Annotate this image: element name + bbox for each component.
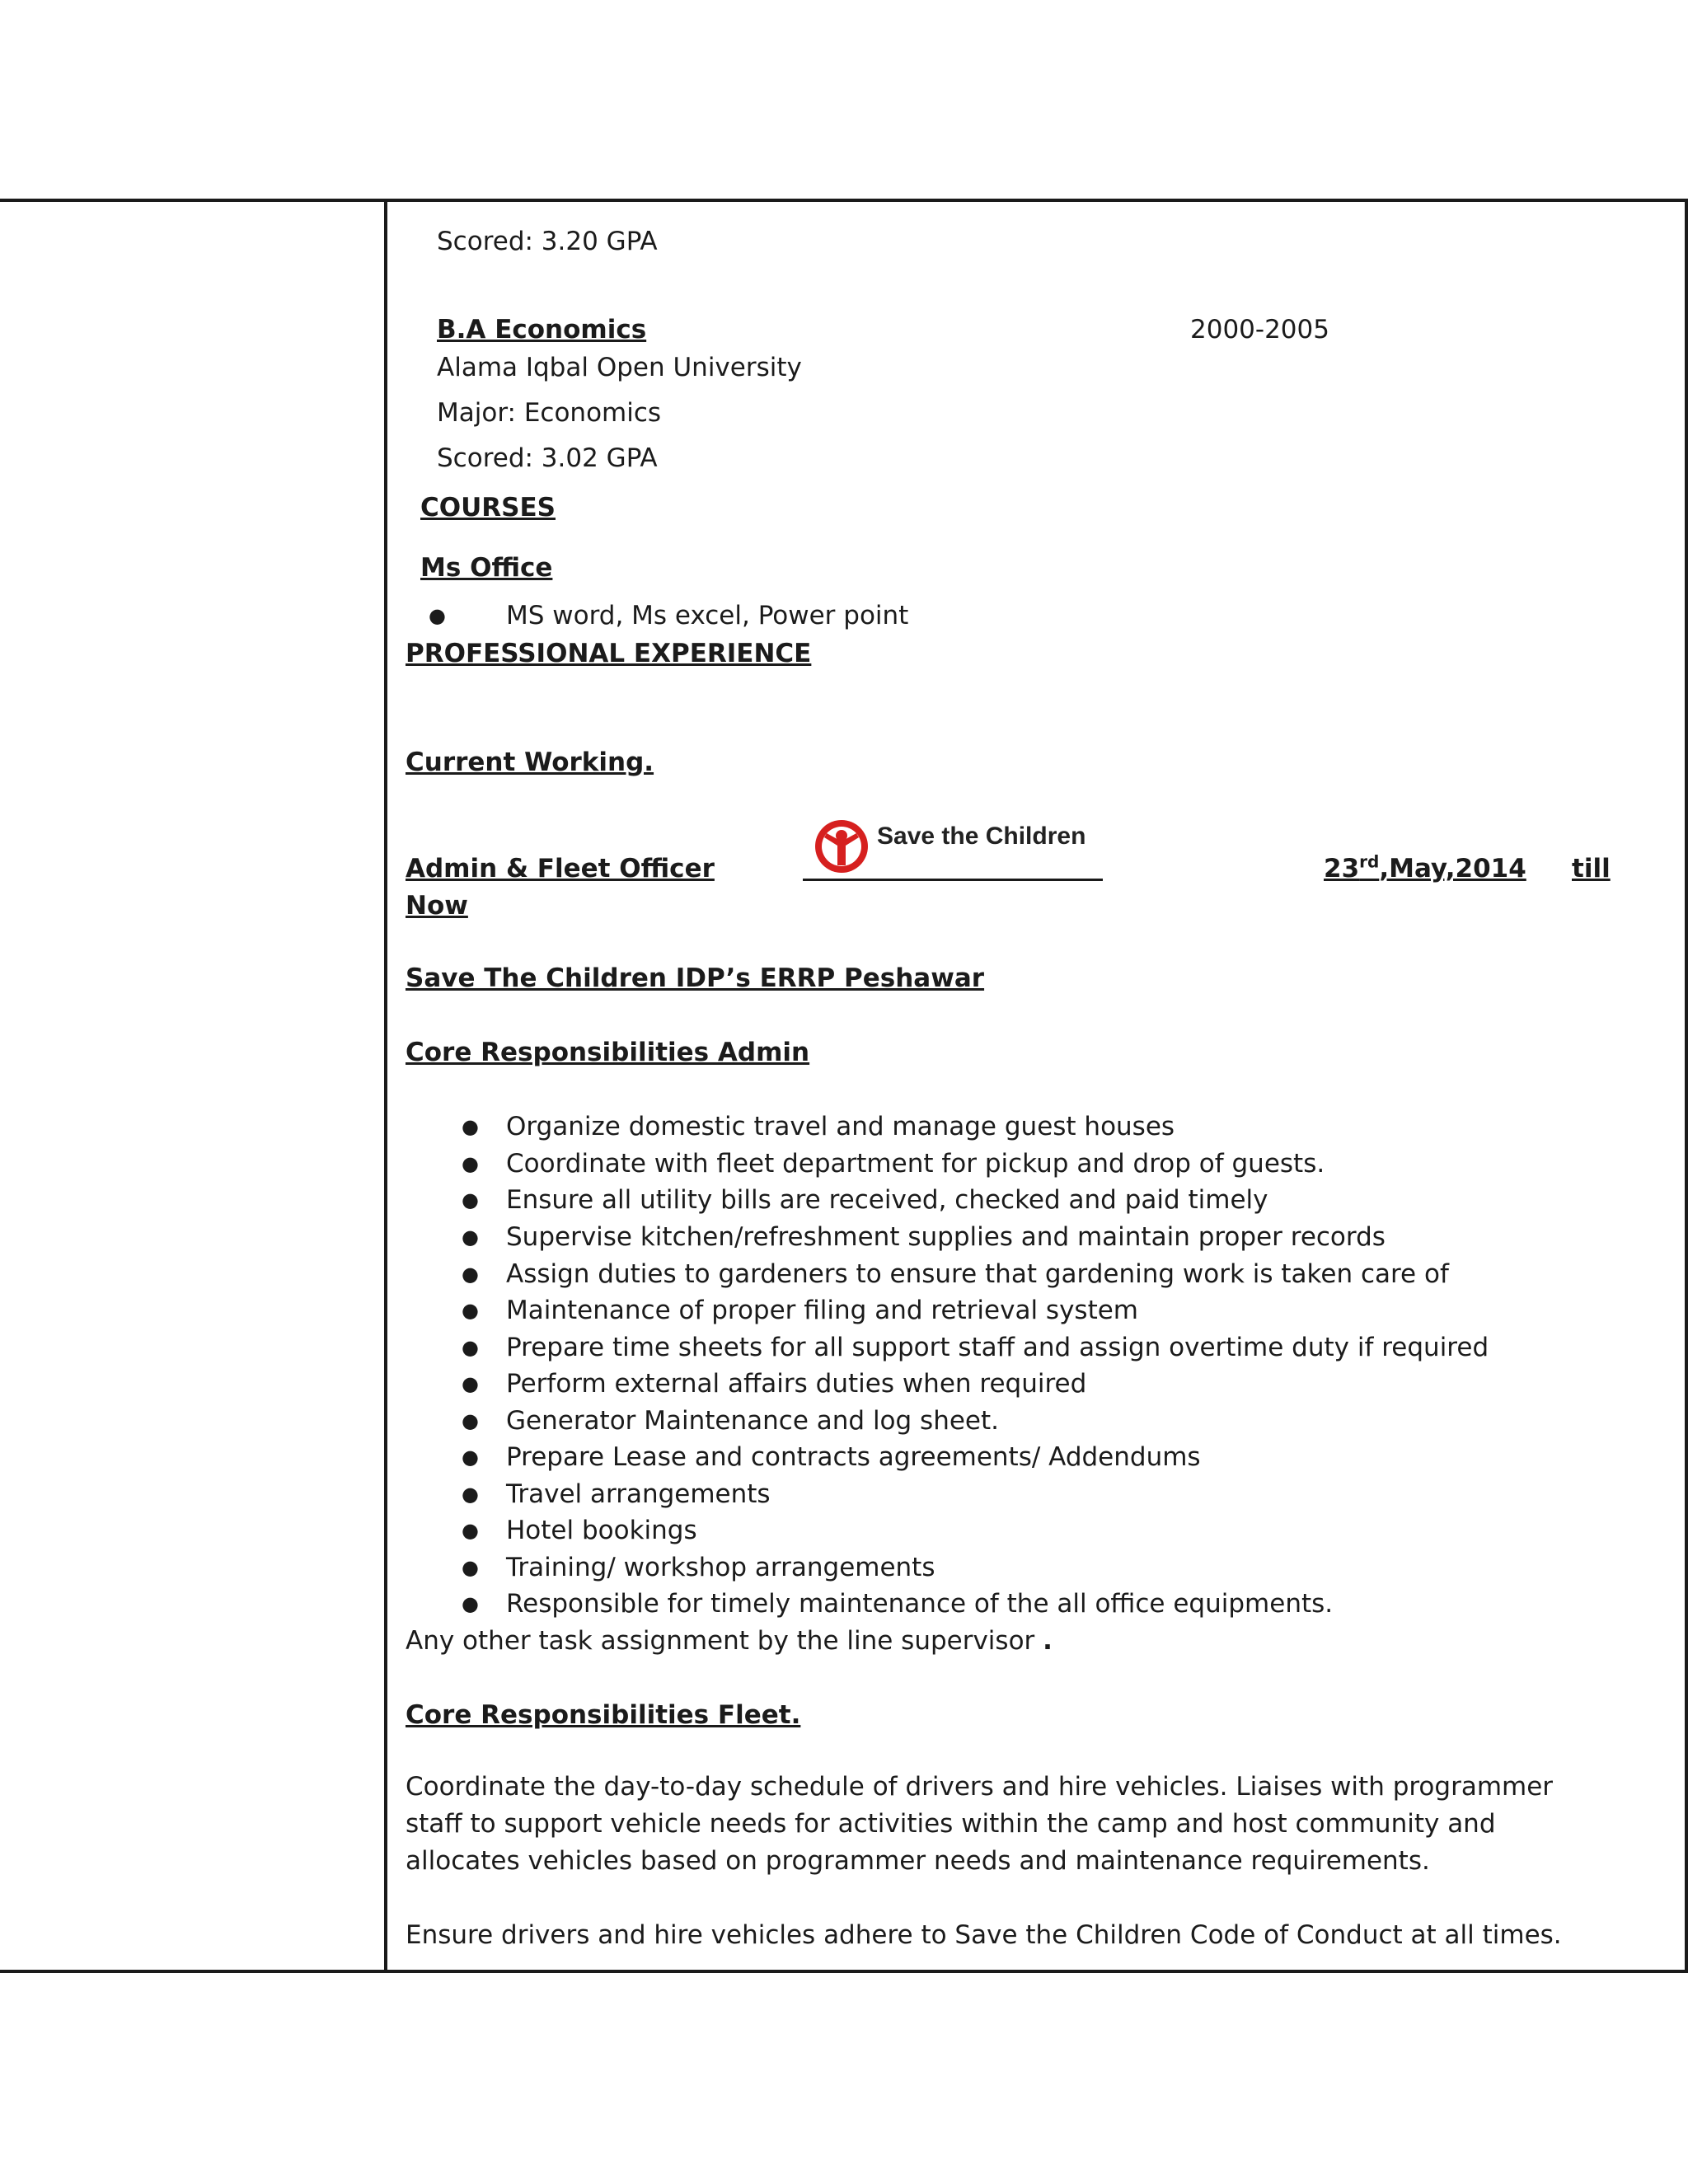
list-item: Perform external affairs duties when required — [506, 1369, 1087, 1399]
top-rule — [0, 199, 1688, 202]
courses-heading: COURSES — [420, 493, 556, 523]
list-item: Maintenance of proper filing and retrieval system — [506, 1296, 1138, 1325]
start-date: 23rd,May,2014 — [1324, 851, 1526, 883]
bullet-icon: ● — [462, 1446, 479, 1469]
bullet-icon: ● — [462, 1556, 479, 1579]
major: Major: Economics — [437, 398, 662, 428]
list-item: Assign duties to gardeners to ensure that gardening work is taken care of — [506, 1259, 1449, 1289]
job-title: Admin & Fleet Officer — [406, 854, 715, 883]
experience-heading: PROFESSIONAL EXPERIENCE — [406, 639, 812, 668]
list-item: Coordinate with fleet department for pickup and drop of guests. — [506, 1149, 1325, 1179]
bullet-icon: ● — [462, 1299, 479, 1322]
list-item: Responsible for timely maintenance of the all office equipments. — [506, 1589, 1334, 1619]
degree-score: Scored: 3.02 GPA — [437, 443, 658, 473]
bullet-icon: ● — [462, 1263, 479, 1286]
right-border — [1685, 199, 1688, 1973]
list-item: Ensure all utility bills are received, checked and paid timely — [506, 1185, 1268, 1215]
list-item: Organize domestic travel and manage guest houses — [506, 1112, 1175, 1141]
bullet-icon: ● — [462, 1519, 479, 1542]
project-name: Save The Children IDP’s ERRP Peshawar — [406, 963, 985, 993]
list-item: Prepare time sheets for all support staff and assign overtime duty if required — [506, 1333, 1489, 1362]
bullet-icon: ● — [462, 1336, 479, 1359]
bullet-icon: ● — [462, 1115, 479, 1138]
university-name: Alama Iqbal Open University — [437, 353, 802, 382]
courses-subheading: Ms Office — [420, 553, 553, 583]
bullet-icon: ● — [462, 1409, 479, 1432]
bullet-icon: ● — [462, 1226, 479, 1249]
other-task: Any other task assignment by the line supervisor . — [406, 1626, 1053, 1656]
date-now: Now — [406, 891, 468, 921]
list-item: Travel arrangements — [506, 1479, 771, 1509]
bullet-icon: ● — [462, 1188, 479, 1212]
degree-title: B.A Economics — [437, 315, 647, 344]
list-item: Generator Maintenance and log sheet. — [506, 1406, 1000, 1436]
admin-heading: Core Responsibilities Admin — [406, 1038, 810, 1067]
bullet-icon: ● — [462, 1483, 479, 1506]
logo-text: Save the Children — [877, 823, 1086, 850]
bullet-icon: ● — [462, 1592, 479, 1615]
degree-years: 2000-2005 — [1190, 315, 1329, 344]
bullet-icon: ● — [462, 1152, 479, 1175]
list-item: Supervise kitchen/refreshment supplies and maintain proper records — [506, 1222, 1386, 1252]
fleet-paragraph-conduct: Ensure drivers and hire vehicles adhere to Save the Children Code of Conduct at all times. — [406, 1920, 1562, 1950]
fleet-paragraph: Coordinate the day-to-day schedule of drivers and hire vehicles. Liaises with programmer staff to support vehicle needs for activities within the camp and host community and allocates vehicles based on programmer needs and maintenance requirements. — [406, 1772, 1554, 1876]
list-item: Hotel bookings — [506, 1516, 697, 1545]
fleet-heading: Core Responsibilities Fleet. — [406, 1700, 801, 1730]
bullet-icon: ● — [429, 604, 446, 627]
list-item: Training/ workshop arrangements — [506, 1553, 935, 1582]
course-item: MS word, Ms excel, Power point — [506, 601, 909, 630]
date-till: till — [1572, 854, 1611, 883]
logo-underline — [803, 879, 1103, 881]
list-item: Prepare Lease and contracts agreements/ Addendums — [506, 1442, 1201, 1472]
save-the-children-logo — [803, 816, 1103, 882]
bullet-icon: ● — [462, 1372, 479, 1395]
column-divider — [384, 199, 387, 1973]
logo-emblem-icon — [813, 818, 870, 875]
previous-score: Scored: 3.20 GPA — [437, 227, 658, 256]
bottom-rule — [0, 1970, 1688, 1973]
current-working: Current Working. — [406, 748, 654, 777]
